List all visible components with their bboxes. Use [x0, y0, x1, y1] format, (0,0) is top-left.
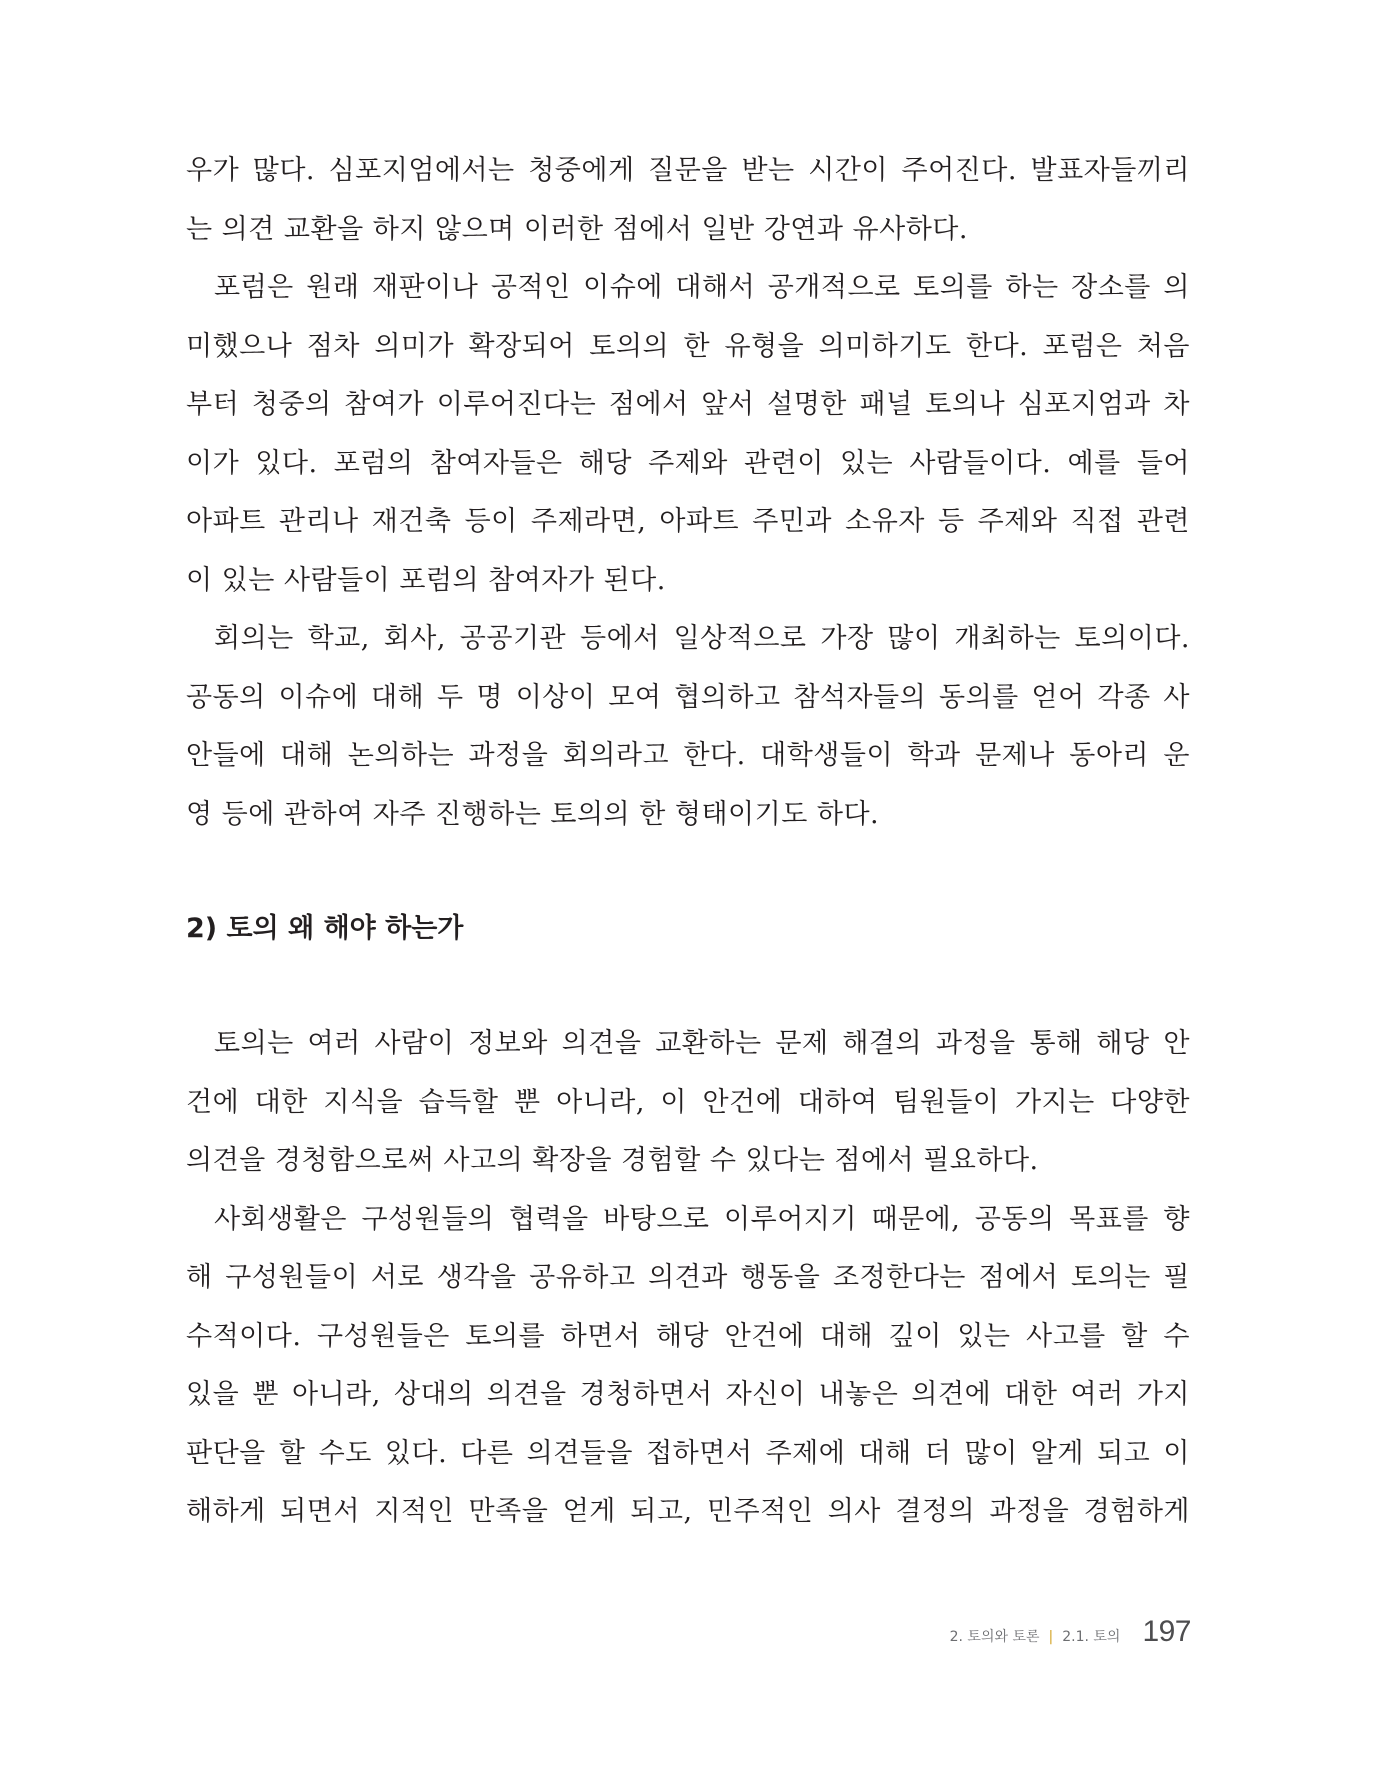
body-text-before-heading — [186, 142, 1190, 844]
body-text-after-heading — [186, 1015, 1190, 1542]
paragraph — [186, 610, 1190, 844]
footer-separator: | — [1048, 1629, 1054, 1645]
text-line: 공동의 이슈에 대해 두 명 이상이 모여 협의하고 참석자들의 동의를 얻어 각종 사 — [186, 681, 1190, 713]
text-line: 회의는 학교, 회사, 공공기관 등에서 일상적으로 가장 많이 개최하는 토의이다. — [214, 623, 1190, 654]
text-line: 미했으나 점차 의미가 확장되어 토의의 한 유형을 의미하기도 한다. 포럼은 처음 — [186, 330, 1190, 362]
text-line: 아파트 관리나 재건축 등이 주제라면, 아파트 주민과 소유자 등 주제와 직접 관련 — [186, 506, 1190, 537]
text-line: 는 의견 교환을 하지 않으며 이러한 점에서 일반 강연과 유사하다. — [186, 213, 968, 245]
page-footer — [950, 1615, 1191, 1649]
text-line: 부터 청중의 참여가 이루어진다는 점에서 앞서 설명한 패널 토의나 심포지엄과 차 — [186, 389, 1190, 420]
paragraph — [186, 1191, 1190, 1542]
text-line: 영 등에 관하여 자주 진행하는 토의의 한 형태이기도 하다. — [186, 798, 880, 830]
footer-section: 2.1. 토의 — [1062, 1629, 1121, 1645]
text-line: 해하게 되면서 지적인 만족을 얻게 되고, 민주적인 의사 결정의 과정을 경험하게 — [186, 1496, 1190, 1527]
text-line: 이 있는 사람들이 포럼의 참여자가 된다. — [186, 564, 666, 596]
text-line: 포럼은 원래 재판이나 공적인 이슈에 대해서 공개적으로 토의를 하는 장소를 의 — [214, 272, 1190, 303]
text-line: 의견을 경청함으로써 사고의 확장을 경험할 수 있다는 점에서 필요하다. — [186, 1145, 1039, 1176]
page-number: 197 — [1142, 1615, 1191, 1648]
footer-chapter: 2. 토의와 토론 — [949, 1629, 1040, 1645]
text-line: 건에 대한 지식을 습득할 뿐 아니라, 이 안건에 대하여 팀원들이 가지는 다양한 — [186, 1086, 1190, 1118]
text-line: 안들에 대해 논의하는 과정을 회의라고 한다. 대학생들이 학과 문제나 동아리 운 — [186, 740, 1190, 771]
text-line: 우가 많다. 심포지엄에서는 청중에게 질문을 받는 시간이 주어진다. 발표자들끼리 — [186, 155, 1190, 186]
paragraph — [186, 142, 1190, 259]
text-line: 이가 있다. 포럼의 참여자들은 해당 주제와 관련이 있는 사람들이다. 예를 들어 — [186, 447, 1190, 479]
text-line: 판단을 할 수도 있다. 다른 의견들을 접하면서 주제에 대해 더 많이 알게 되고 이 — [186, 1437, 1190, 1469]
page-body — [186, 142, 1190, 1542]
paragraph — [186, 1015, 1190, 1191]
text-line: 수적이다. 구성원들은 토의를 하면서 해당 안건에 대해 깊이 있는 사고를 할 수 — [186, 1320, 1190, 1352]
paragraph — [186, 259, 1190, 610]
text-line: 사회생활은 구성원들의 협력을 바탕으로 이루어지기 때문에, 공동의 목표를 향 — [214, 1203, 1190, 1235]
section-heading: 2) 토의 왜 해야 하는가 — [186, 913, 464, 944]
text-line: 있을 뿐 아니라, 상대의 의견을 경청하면서 자신이 내놓은 의견에 대한 여러 가지 — [186, 1379, 1190, 1410]
text-line: 토의는 여러 사람이 정보와 의견을 교환하는 문제 해결의 과정을 통해 해당 안 — [214, 1028, 1190, 1059]
text-line: 해 구성원들이 서로 생각을 공유하고 의견과 행동을 조정한다는 점에서 토의는 필 — [186, 1262, 1190, 1293]
